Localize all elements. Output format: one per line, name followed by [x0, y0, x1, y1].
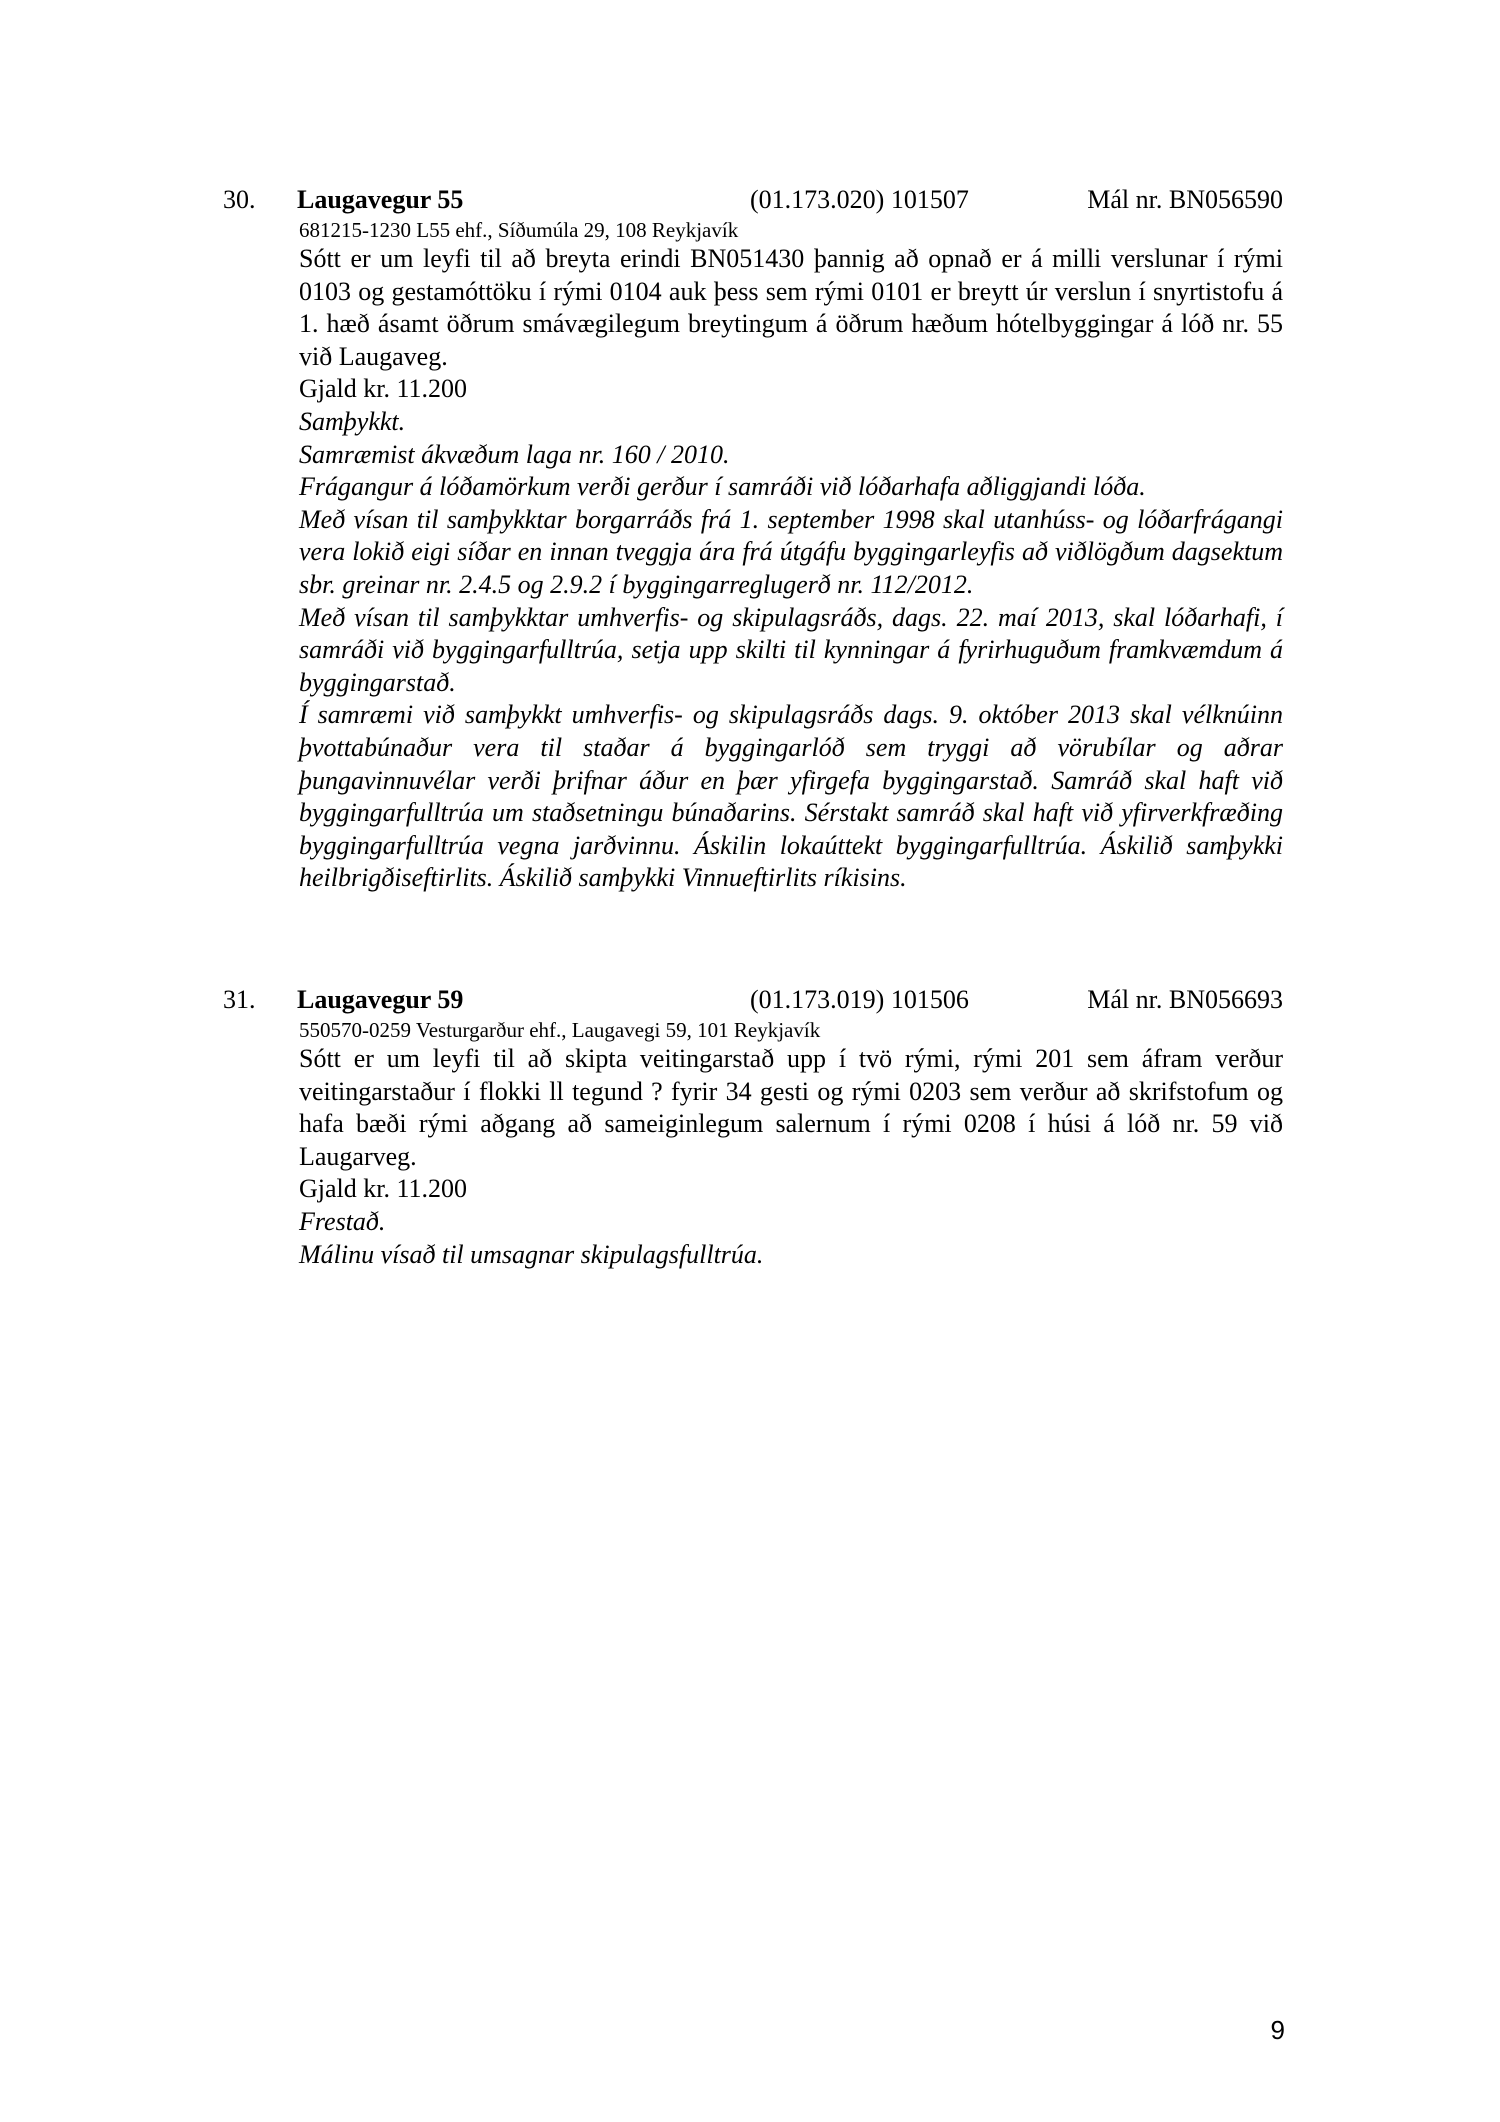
entry-lot-id: (01.173.020) 101507	[750, 185, 969, 214]
page-number: 9	[1270, 2015, 1285, 2045]
entry-number: 31.	[223, 985, 256, 1014]
entry-note: Með vísan til samþykktar umhverfis- og skipulagsráðs, dags. 22. maí 2013, skal lóðarhafi, í samráði við byggingarfulltrúa, setja upp skilti til kynningar á fyrirhuguðum framkvæmdum á byggingarstað.	[299, 602, 1283, 697]
entry-decision: Samþykkt.	[299, 406, 406, 436]
entry-note: Samræmist ákvæðum laga nr. 160 / 2010.	[299, 439, 730, 469]
entry-fee: Gjald kr. 11.200	[299, 1174, 468, 1204]
entry-header	[0, 183, 1500, 217]
entry-case-number: Mál nr. BN056590	[1087, 185, 1283, 214]
entry-header	[0, 983, 1500, 1017]
entry-lot-id: (01.173.019) 101506	[750, 985, 969, 1014]
entry-case-number: Mál nr. BN056693	[1087, 985, 1283, 1014]
entry-street: Laugavegur 59	[297, 985, 464, 1014]
entry-body	[299, 1043, 1283, 1271]
entry-note: Í samræmi við samþykkt umhverfis- og skipulagsráðs dags. 9. október 2013 skal vélknúinn þvottabúnaður vera til staðar á byggingarlóð sem tryggi að vörubílar og aðrar þungavinnuvélar verði þrifnar áður en þær yfirgefa byggingarstað. Samráð skal haft við byggingarfulltrúa um staðsetningu búnaðarins. Sérstakt samráð skal haft við yfirverkfræðing byggingarfulltrúa vegna jarðvinnu. Áskilin lokaúttekt byggingarfulltrúa. Áskilið samþykki heilbrigðiseftirlits. Áskilið samþykki Vinnueftirlits ríkisins.	[299, 700, 1283, 893]
entry-description: Sótt er um leyfi til að breyta erindi BN051430 þannig að opnað er á milli verslunar í rými 0103 og gestamóttöku í rými 0104 auk þess sem rými 0101 er breytt úr verslun í snyrtistofu á 1. hæð ásamt öðrum smávægilegum breytingum á öðrum hæðum hótelbyggingar á lóð nr. 55 við Laugaveg.	[299, 244, 1283, 371]
case-entry	[0, 983, 1500, 1271]
entry-applicant: 550570-0259 Vesturgarður ehf., Laugavegi 59, 101 Reykjavík	[299, 1018, 821, 1042]
entry-fee: Gjald kr. 11.200	[299, 374, 468, 404]
entry-applicant: 681215-1230 L55 ehf., Síðumúla 29, 108 Reykjavík	[299, 218, 739, 242]
entry-street: Laugavegur 55	[297, 185, 464, 214]
entry-decision: Frestað.	[299, 1206, 386, 1236]
entry-note: Með vísan til samþykktar borgarráðs frá 1. september 1998 skal utanhúss- og lóðarfrágangi vera lokið eigi síðar en innan tveggja ára frá útgáfu byggingarleyfis að viðlögðum dagsektum sbr. greinar nr. 2.4.5 og 2.9.2 í byggingarreglugerð nr. 112/2012.	[299, 504, 1283, 599]
entry-number: 30.	[223, 185, 256, 214]
entry-description: Sótt er um leyfi til að skipta veitingarstað upp í tvö rými, rými 201 sem áfram verður veitingarstaður í flokki ll tegund ? fyrir 34 gesti og rými 0203 sem verður að skrifstofum og hafa bæði rými aðgang að sameiginlegum salernum í rými 0208 í húsi á lóð nr. 59 við Laugarveg.	[299, 1044, 1283, 1171]
entry-note: Frágangur á lóðamörkum verði gerður í samráði við lóðarhafa aðliggjandi lóða.	[299, 472, 1146, 502]
case-entry	[0, 183, 1500, 895]
entry-note: Málinu vísað til umsagnar skipulagsfulltrúa.	[299, 1239, 764, 1269]
entry-body	[299, 243, 1283, 895]
